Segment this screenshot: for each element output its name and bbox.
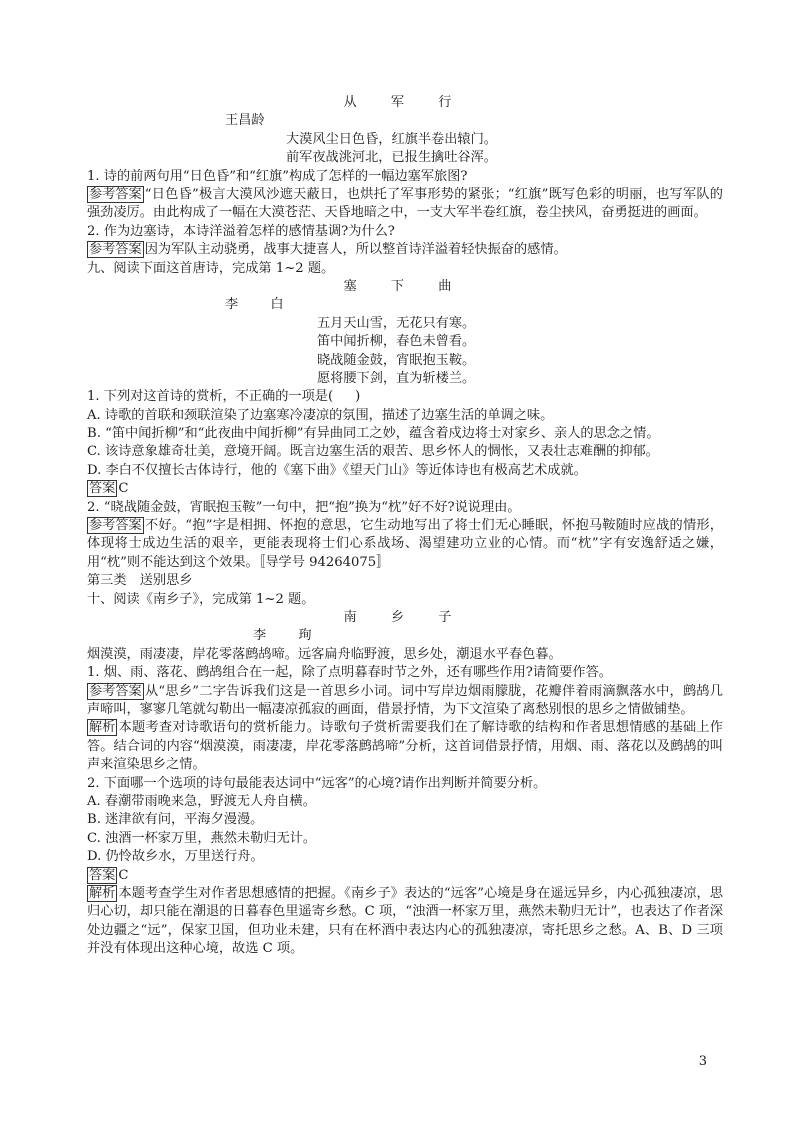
answer-text: 不好。“抱”字是相拥、怀抱的意思，它生动地写出了将士们无心睡眠，怀抱马鞍随时应战的情形，体现将士成边生活的艰辛，更能表现将士们心系战场、渴望建功立业的心情。而“枕”字有安逸舒适之嫌，用“枕”则不能达到这个效果。〚导学号 94264075〛 (87, 518, 723, 570)
poem-line: 晓战随金鼓，宵眠抱玉鞍。 (317, 352, 476, 368)
question: 2. 作为边塞诗，本诗洋溢着怎样的感情基调?为什么? (87, 223, 395, 239)
explanation-tag: 解析 (89, 885, 116, 901)
poem-line: 前军夜战洮河北，已报生擒吐谷浑。 (286, 150, 497, 166)
option-b: B. “笛中闻折柳”和“此夜曲中闻折柳”有异曲同工之妙，蕴含着戍边将士对家乡、亲人的思念之情。 (87, 426, 660, 442)
answer-tag: 参考答案 (89, 186, 142, 202)
poem-line: 愿将腰下剑，直为斩楼兰。 (317, 370, 476, 386)
answer (87, 683, 723, 720)
poem-line: 大漠风尘日色昏，红旗半卷出辕门。 (286, 131, 497, 147)
poem-text: 烟漠漠，雨凄凄，岸花零落鹧鸪啼。远客扁舟临野渡，思乡处，潮退水平春色暮。 (87, 646, 562, 662)
poem-title: 塞 下 曲 (343, 278, 467, 294)
option-d: D. 李白不仅擅长古体诗行，他的《塞下曲》《望天门山》等近体诗也有极高艺术成就。 (87, 462, 587, 478)
explanation-text: 本题考查对诗歌语句的赏析能力。诗歌句子赏析需要我们在了解诗歌的结构和作者思想情感的基础上作答。结合词的内容“烟漠漠，雨凄凄，岸花零落鹧鸪啼”分析，这首词借景抒情，用烟、雨、落花以及鹧鸪的叫声来渲染思乡之情。 (87, 720, 723, 773)
answer-text: “日色昏”极言大漠风沙遮天蔽日，也烘托了军事形势的紧张；“红旗”既写色彩的明丽，也写军队的强劲凌厉。由此构成了一幅在大漠苍茫、天昏地暗之中，一支大军半卷红旗，卷尘挟风，奋勇挺进的画面。 (87, 186, 723, 221)
poem-line: 笛中闻折柳，春色未曾看。 (317, 334, 476, 350)
answer-tag: 答案 (89, 867, 116, 883)
explanation (87, 885, 723, 959)
document-page (87, 94, 723, 959)
category-heading: 第三类 送别思乡 (87, 573, 193, 589)
answer (87, 241, 723, 259)
answer (87, 517, 723, 572)
option-c: C. 该诗意象雄奇壮美，意境开阔。既言边塞生活的艰苦、思乡怀人的惆怅，又表壮志难酬的抑郁。 (87, 444, 659, 460)
option-d: D. 仍怜故乡水，万里送行舟。 (87, 849, 264, 865)
question: 2. “晓战随金鼓，宵眠抱玉鞍”一句中，把“抱”换为“枕”好不好?说说理由。 (87, 499, 521, 515)
answer (87, 480, 723, 498)
poem-title: 南 乡 子 (343, 610, 467, 626)
poem-line: 五月天山雪，无花只有寒。 (317, 315, 476, 331)
option-b: B. 迷津欲有问，平海夕漫漫。 (87, 812, 264, 828)
question: 2. 下面哪一个选项的诗句最能表达词中“远客”的心境?请作出判断并简要分析。 (87, 775, 547, 791)
poem-title: 从 军 行 (343, 95, 467, 110)
answer-text: 从“思乡”二字告诉我们这是一首思乡小词。词中写岸边烟雨朦胧，花瓣伴着雨滴飘落水中，鹧鸪几声啼叫，寥寥几笔就勾勒出一幅凄凉孤寂的画面，借景抒情，为下文渲染了离愁别恨的思乡之情做铺垫。 (87, 683, 723, 718)
section-heading: 九、阅读下面这首唐诗，完成第 1~2 题。 (87, 260, 335, 276)
explanation-text: 本题考查学生对作者思想感情的把握。《南乡子》表达的“远客”心境是身在遥远异乡，内心孤独凄凉，思归心切，却只能在潮退的日暮春色里遥寄乡愁。C 项，“浊酒一杯家万里，燕然未勒归无计”，也表达了作者深处边疆之“远”，保家卫国，但功业未建，只有在杯酒中表达内心的孤独凄凉，寄托思乡之愁。A、B、D 三项并没有体现出这种心境，故选 C 项。 (87, 885, 723, 957)
answer-text: C (118, 481, 129, 497)
explanation-tag: 解析 (89, 720, 116, 736)
answer-text: C (118, 867, 129, 883)
question: 1. 烟、雨、落花、鹧鸪组合在一起，除了点明暮春时节之外，还有哪些作用?请简要作答。 (87, 665, 612, 681)
answer-tag: 答案 (89, 481, 116, 497)
option-a: A. 春潮带雨晚来急，野渡无人舟自横。 (87, 794, 316, 810)
option-a: A. 诗歌的首联和颈联渲染了边塞寒冷凄凉的氛围，描述了边塞生活的单调之味。 (87, 407, 554, 423)
poem-author: 王昌龄 (225, 113, 265, 129)
answer (87, 867, 723, 885)
poem-author: 李 白 (225, 297, 298, 313)
question: 1. 下列对这首诗的赏析，不正确的一项是( ) (87, 389, 361, 405)
answer-tag: 参考答案 (89, 683, 142, 699)
explanation (87, 719, 723, 774)
question: 1. 诗的前两句用“日色昏”和“红旗”构成了怎样的一幅边塞军旅图? (87, 168, 468, 184)
answer-text: 因为军队主动骁勇，战事大捷喜人，所以整首诗洋溢着轻快振奋的感情。 (144, 242, 567, 258)
option-c: C. 浊酒一杯家万里，燕然未勒归无计。 (87, 830, 317, 846)
answer (87, 186, 723, 223)
answer-tag: 参考答案 (89, 518, 142, 534)
page-number: 3 (698, 1054, 707, 1069)
poem-author: 李 珣 (253, 628, 326, 644)
answer-tag: 参考答案 (89, 242, 142, 258)
section-heading: 十、阅读《南乡子》，完成第 1~2 题。 (87, 591, 315, 607)
